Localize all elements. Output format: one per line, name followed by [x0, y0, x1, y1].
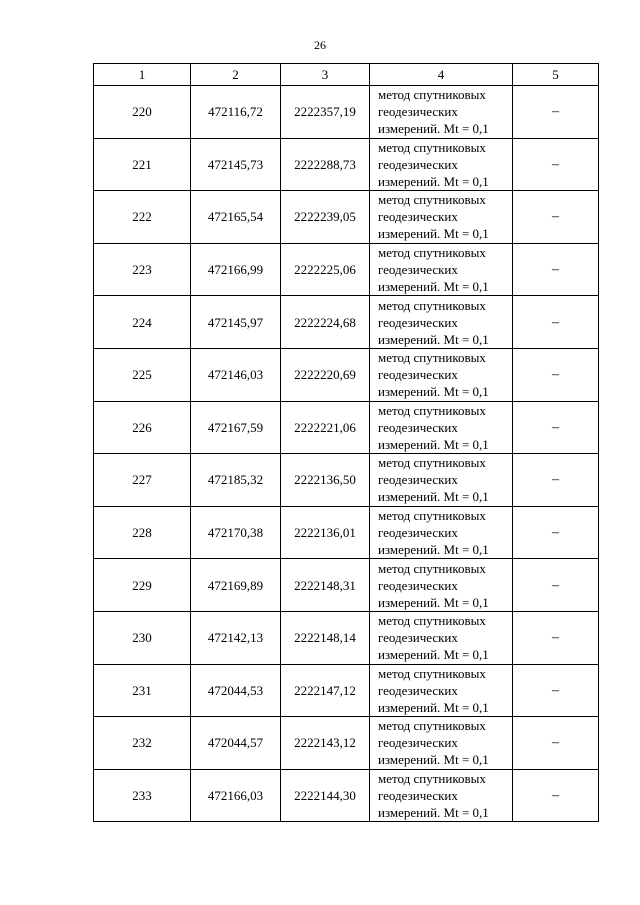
note-cell: –: [513, 243, 599, 296]
table-body: [94, 86, 599, 822]
table-row: [94, 454, 599, 507]
method-cell: метод спутниковых геодезических измерений. Mt = 0,1: [370, 559, 513, 612]
method-cell: метод спутниковых геодезических измерений. Mt = 0,1: [370, 717, 513, 770]
point-number-cell: 220: [94, 86, 191, 139]
method-cell: метод спутниковых геодезических измерений. Mt = 0,1: [370, 664, 513, 717]
table-row: [94, 348, 599, 401]
note-cell: –: [513, 86, 599, 139]
note-cell: –: [513, 348, 599, 401]
note-cell: –: [513, 296, 599, 349]
y-coordinate-cell: 2222221,06: [281, 401, 370, 454]
x-coordinate-cell: 472169,89: [191, 559, 281, 612]
table-row: [94, 296, 599, 349]
point-number-cell: 221: [94, 138, 191, 191]
note-cell: –: [513, 454, 599, 507]
y-coordinate-cell: 2222148,14: [281, 611, 370, 664]
y-coordinate-cell: 2222136,01: [281, 506, 370, 559]
column-header-4: 4: [370, 64, 513, 86]
method-cell: метод спутниковых геодезических измерений. Mt = 0,1: [370, 296, 513, 349]
method-cell: метод спутниковых геодезических измерений. Mt = 0,1: [370, 138, 513, 191]
method-cell: метод спутниковых геодезических измерений. Mt = 0,1: [370, 401, 513, 454]
note-cell: –: [513, 401, 599, 454]
y-coordinate-cell: 2222220,69: [281, 348, 370, 401]
y-coordinate-cell: 2222148,31: [281, 559, 370, 612]
point-number-cell: 228: [94, 506, 191, 559]
x-coordinate-cell: 472044,57: [191, 717, 281, 770]
point-number-cell: 233: [94, 769, 191, 822]
x-coordinate-cell: 472145,73: [191, 138, 281, 191]
x-coordinate-cell: 472185,32: [191, 454, 281, 507]
note-cell: –: [513, 559, 599, 612]
y-coordinate-cell: 2222136,50: [281, 454, 370, 507]
point-number-cell: 227: [94, 454, 191, 507]
page-number: 26: [314, 38, 326, 52]
table-row: [94, 506, 599, 559]
column-header-3: 3: [281, 64, 370, 86]
note-cell: –: [513, 717, 599, 770]
note-cell: –: [513, 138, 599, 191]
y-coordinate-cell: 2222288,73: [281, 138, 370, 191]
point-number-cell: 224: [94, 296, 191, 349]
point-number-cell: 225: [94, 348, 191, 401]
note-cell: –: [513, 664, 599, 717]
y-coordinate-cell: 2222224,68: [281, 296, 370, 349]
x-coordinate-cell: 472146,03: [191, 348, 281, 401]
x-coordinate-cell: 472167,59: [191, 401, 281, 454]
note-cell: –: [513, 611, 599, 664]
table-row: [94, 611, 599, 664]
point-number-cell: 232: [94, 717, 191, 770]
method-cell: метод спутниковых геодезических измерений. Mt = 0,1: [370, 769, 513, 822]
y-coordinate-cell: 2222143,12: [281, 717, 370, 770]
method-cell: метод спутниковых геодезических измерений. Mt = 0,1: [370, 243, 513, 296]
column-header-5: 5: [513, 64, 599, 86]
note-cell: –: [513, 506, 599, 559]
table-row: [94, 243, 599, 296]
table-row: [94, 717, 599, 770]
method-cell: метод спутниковых геодезических измерений. Mt = 0,1: [370, 611, 513, 664]
x-coordinate-cell: 472142,13: [191, 611, 281, 664]
point-number-cell: 230: [94, 611, 191, 664]
point-number-cell: 222: [94, 191, 191, 244]
table-row: [94, 86, 599, 139]
y-coordinate-cell: 2222225,06: [281, 243, 370, 296]
column-header-2: 2: [191, 64, 281, 86]
x-coordinate-cell: 472166,03: [191, 769, 281, 822]
column-header-1: 1: [94, 64, 191, 86]
x-coordinate-cell: 472145,97: [191, 296, 281, 349]
note-cell: –: [513, 769, 599, 822]
x-coordinate-cell: 472116,72: [191, 86, 281, 139]
x-coordinate-cell: 472166,99: [191, 243, 281, 296]
method-cell: метод спутниковых геодезических измерений. Mt = 0,1: [370, 348, 513, 401]
x-coordinate-cell: 472165,54: [191, 191, 281, 244]
point-number-cell: 231: [94, 664, 191, 717]
point-number-cell: 223: [94, 243, 191, 296]
x-coordinate-cell: 472170,38: [191, 506, 281, 559]
x-coordinate-cell: 472044,53: [191, 664, 281, 717]
method-cell: метод спутниковых геодезических измерений. Mt = 0,1: [370, 191, 513, 244]
y-coordinate-cell: 2222357,19: [281, 86, 370, 139]
table-row: [94, 191, 599, 244]
point-number-cell: 226: [94, 401, 191, 454]
method-cell: метод спутниковых геодезических измерений. Mt = 0,1: [370, 506, 513, 559]
y-coordinate-cell: 2222144,30: [281, 769, 370, 822]
table-header-row: [94, 64, 599, 86]
table-row: [94, 664, 599, 717]
table-row: [94, 401, 599, 454]
table-row: [94, 138, 599, 191]
coordinates-table: [93, 63, 599, 822]
point-number-cell: 229: [94, 559, 191, 612]
table-row: [94, 559, 599, 612]
note-cell: –: [513, 191, 599, 244]
method-cell: метод спутниковых геодезических измерений. Mt = 0,1: [370, 454, 513, 507]
table-row: [94, 769, 599, 822]
method-cell: метод спутниковых геодезических измерений. Mt = 0,1: [370, 86, 513, 139]
y-coordinate-cell: 2222239,05: [281, 191, 370, 244]
y-coordinate-cell: 2222147,12: [281, 664, 370, 717]
